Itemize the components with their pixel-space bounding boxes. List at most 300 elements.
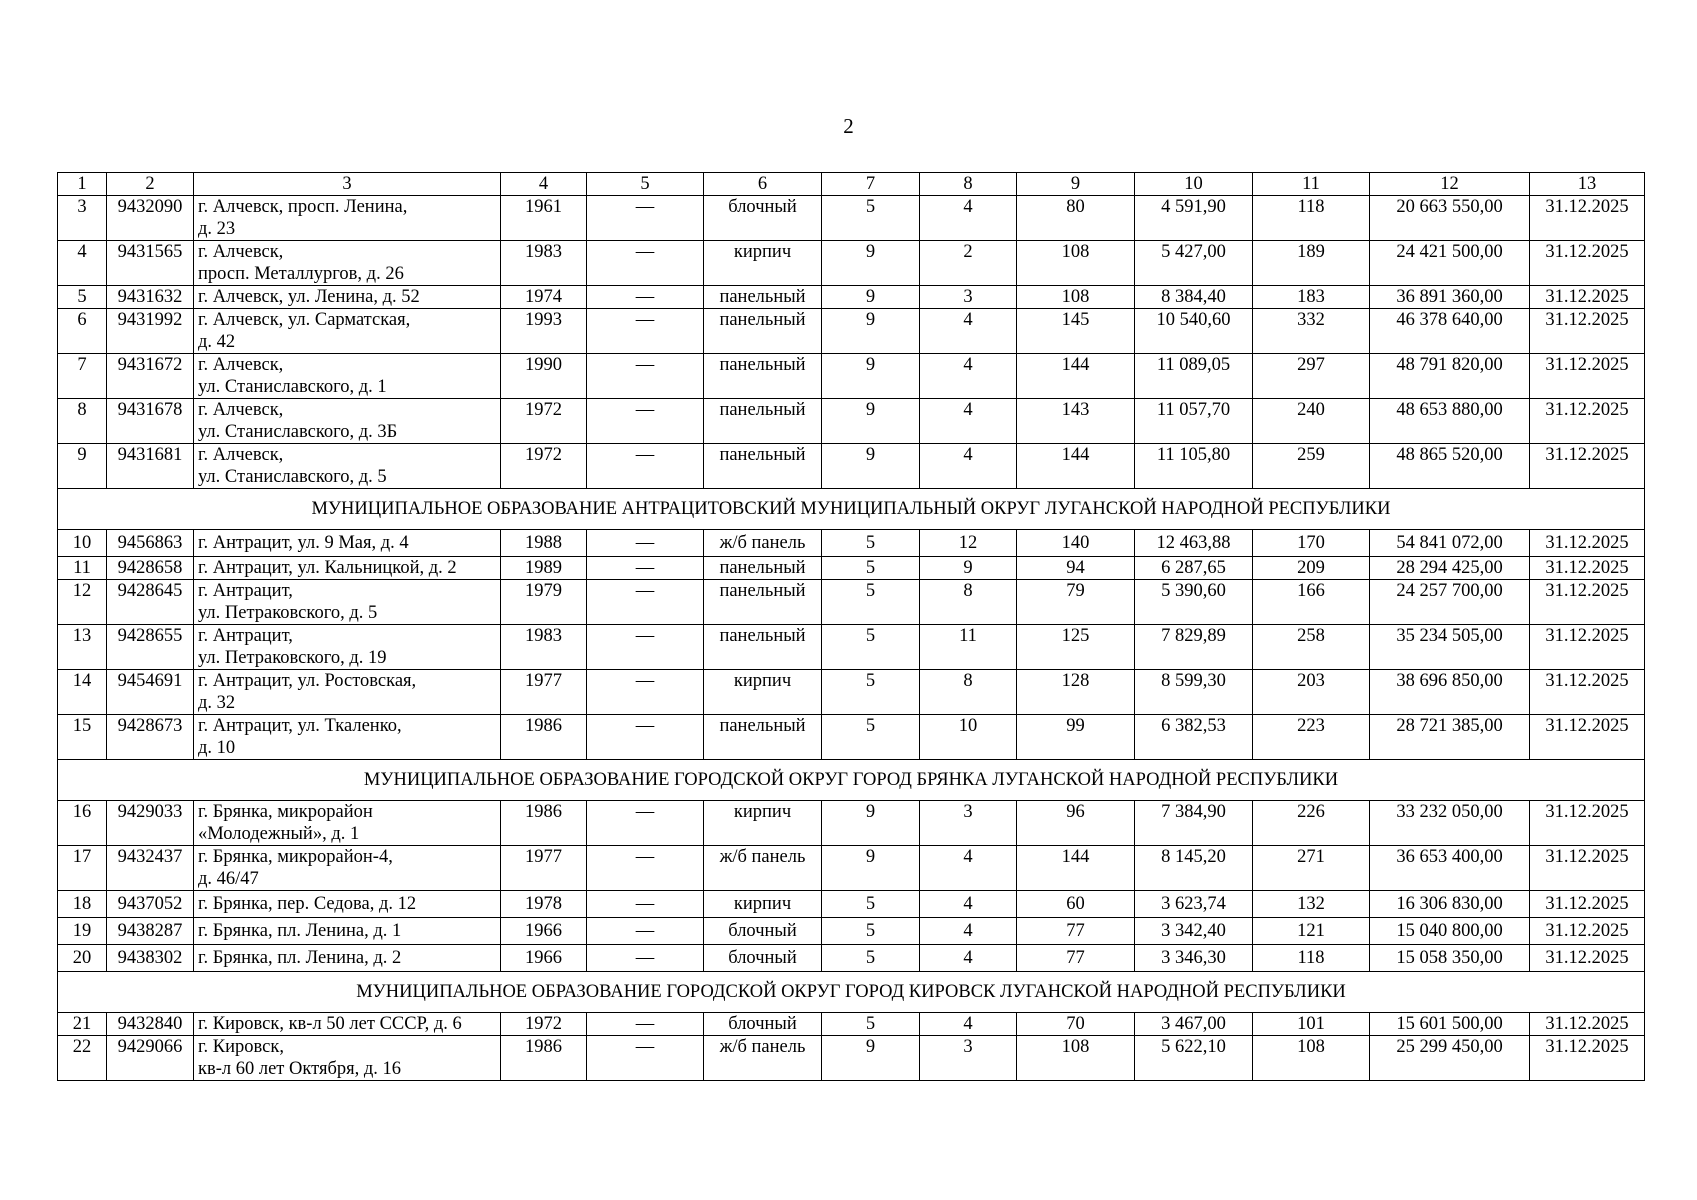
residents-cell: 240 <box>1253 399 1370 444</box>
entrances-cell: 4 <box>920 846 1017 891</box>
year-cell: 1990 <box>501 354 587 399</box>
table-row <box>58 196 1645 241</box>
column-5-cell: — <box>587 801 704 846</box>
column-5-cell: — <box>587 918 704 945</box>
wall-material-cell: кирпич <box>704 801 822 846</box>
column-number-cell: 5 <box>587 173 704 196</box>
building-id-cell: 9429066 <box>107 1036 194 1081</box>
area-cell: 3 346,30 <box>1135 945 1253 972</box>
address-line: д. 10 <box>198 738 236 758</box>
year-cell: 1983 <box>501 241 587 286</box>
table-row <box>58 1013 1645 1036</box>
year-cell: 1979 <box>501 580 587 625</box>
area-cell: 7 384,90 <box>1135 801 1253 846</box>
residents-cell: 170 <box>1253 530 1370 557</box>
cost-cell: 15 040 800,00 <box>1370 918 1530 945</box>
table-row <box>58 530 1645 557</box>
address-line: ул. Станиславского, д. 5 <box>198 467 387 487</box>
cost-cell: 48 791 820,00 <box>1370 354 1530 399</box>
cost-cell: 20 663 550,00 <box>1370 196 1530 241</box>
column-5-cell: — <box>587 309 704 354</box>
building-id-cell: 9432437 <box>107 846 194 891</box>
address-line: ул. Станиславского, д. 1 <box>198 377 387 397</box>
wall-material-cell: кирпич <box>704 891 822 918</box>
column-5-cell: — <box>587 891 704 918</box>
area-cell: 3 623,74 <box>1135 891 1253 918</box>
address-line: г. Брянка, микрорайон-4, <box>198 847 393 867</box>
address-cell <box>194 286 501 309</box>
building-id-cell: 9431992 <box>107 309 194 354</box>
address-line: просп. Металлургов, д. 26 <box>198 264 404 284</box>
wall-material-cell: кирпич <box>704 241 822 286</box>
row-number-cell: 6 <box>58 309 107 354</box>
area-cell: 8 384,40 <box>1135 286 1253 309</box>
cost-cell: 35 234 505,00 <box>1370 625 1530 670</box>
year-cell: 1993 <box>501 309 587 354</box>
area-cell: 7 829,89 <box>1135 625 1253 670</box>
table-row <box>58 286 1645 309</box>
date-cell: 31.12.2025 <box>1530 557 1645 580</box>
flats-cell: 96 <box>1017 801 1135 846</box>
year-cell: 1988 <box>501 530 587 557</box>
address-line: г. Антрацит, ул. Ткаленко, <box>198 716 402 736</box>
section-title: МУНИЦИПАЛЬНОЕ ОБРАЗОВАНИЕ ГОРОДСКОЙ ОКРУГ ГОРОД БРЯНКА ЛУГАНСКОЙ НАРОДНОЙ РЕСПУБЛИКИ <box>58 760 1645 801</box>
address-cell <box>194 670 501 715</box>
residents-cell: 118 <box>1253 945 1370 972</box>
date-cell: 31.12.2025 <box>1530 286 1645 309</box>
address-cell <box>194 580 501 625</box>
address-line: д. 42 <box>198 332 236 352</box>
table-row <box>58 557 1645 580</box>
housing-registry-table <box>57 172 1645 1081</box>
column-number-cell: 3 <box>194 173 501 196</box>
cost-cell: 28 294 425,00 <box>1370 557 1530 580</box>
date-cell: 31.12.2025 <box>1530 670 1645 715</box>
wall-material-cell: ж/б панель <box>704 846 822 891</box>
cost-cell: 36 891 360,00 <box>1370 286 1530 309</box>
row-number-cell: 16 <box>58 801 107 846</box>
residents-cell: 259 <box>1253 444 1370 489</box>
flats-cell: 145 <box>1017 309 1135 354</box>
wall-material-cell: блочный <box>704 918 822 945</box>
address-line: г. Брянка, пл. Ленина, д. 1 <box>198 921 402 941</box>
building-id-cell: 9432840 <box>107 1013 194 1036</box>
area-cell: 6 287,65 <box>1135 557 1253 580</box>
column-5-cell: — <box>587 354 704 399</box>
entrances-cell: 3 <box>920 286 1017 309</box>
floors-cell: 9 <box>822 241 920 286</box>
address-cell <box>194 444 501 489</box>
flats-cell: 79 <box>1017 580 1135 625</box>
row-number-cell: 5 <box>58 286 107 309</box>
table-row <box>58 580 1645 625</box>
floors-cell: 5 <box>822 1013 920 1036</box>
address-line: г. Антрацит, ул. Кальницкой, д. 2 <box>198 558 457 578</box>
address-line: г. Антрацит, ул. Ростовская, <box>198 671 417 691</box>
building-id-cell: 9454691 <box>107 670 194 715</box>
year-cell: 1966 <box>501 918 587 945</box>
cost-cell: 33 232 050,00 <box>1370 801 1530 846</box>
building-id-cell: 9431678 <box>107 399 194 444</box>
area-cell: 3 342,40 <box>1135 918 1253 945</box>
year-cell: 1986 <box>501 801 587 846</box>
floors-cell: 5 <box>822 557 920 580</box>
column-5-cell: — <box>587 715 704 760</box>
entrances-cell: 10 <box>920 715 1017 760</box>
address-line: ул. Станиславского, д. 3Б <box>198 422 398 442</box>
entrances-cell: 11 <box>920 625 1017 670</box>
address-line: г. Алчевск, <box>198 242 284 262</box>
row-number-cell: 3 <box>58 196 107 241</box>
building-id-cell: 9438302 <box>107 945 194 972</box>
column-number-cell: 9 <box>1017 173 1135 196</box>
column-5-cell: — <box>587 945 704 972</box>
table-row <box>58 670 1645 715</box>
address-cell <box>194 354 501 399</box>
floors-cell: 5 <box>822 918 920 945</box>
area-cell: 3 467,00 <box>1135 1013 1253 1036</box>
cost-cell: 15 601 500,00 <box>1370 1013 1530 1036</box>
address-cell <box>194 715 501 760</box>
residents-cell: 271 <box>1253 846 1370 891</box>
date-cell: 31.12.2025 <box>1530 354 1645 399</box>
year-cell: 1983 <box>501 625 587 670</box>
address-line: кв-л 60 лет Октября, д. 16 <box>198 1059 402 1079</box>
column-number-cell: 8 <box>920 173 1017 196</box>
column-number-cell: 1 <box>58 173 107 196</box>
row-number-cell: 10 <box>58 530 107 557</box>
building-id-cell: 9431681 <box>107 444 194 489</box>
address-cell <box>194 918 501 945</box>
entrances-cell: 3 <box>920 801 1017 846</box>
entrances-cell: 9 <box>920 557 1017 580</box>
table-row <box>58 444 1645 489</box>
row-number-cell: 14 <box>58 670 107 715</box>
cost-cell: 16 306 830,00 <box>1370 891 1530 918</box>
building-id-cell: 9429033 <box>107 801 194 846</box>
wall-material-cell: панельный <box>704 557 822 580</box>
column-5-cell: — <box>587 670 704 715</box>
column-number-cell: 2 <box>107 173 194 196</box>
floors-cell: 9 <box>822 801 920 846</box>
building-id-cell: 9432090 <box>107 196 194 241</box>
building-id-cell: 9428658 <box>107 557 194 580</box>
row-number-cell: 4 <box>58 241 107 286</box>
area-cell: 5 427,00 <box>1135 241 1253 286</box>
table-row <box>58 945 1645 972</box>
cost-cell: 46 378 640,00 <box>1370 309 1530 354</box>
year-cell: 1977 <box>501 670 587 715</box>
table-row <box>58 241 1645 286</box>
area-cell: 5 390,60 <box>1135 580 1253 625</box>
entrances-cell: 4 <box>920 891 1017 918</box>
address-line: г. Алчевск, <box>198 400 284 420</box>
floors-cell: 5 <box>822 196 920 241</box>
section-title: МУНИЦИПАЛЬНОЕ ОБРАЗОВАНИЕ ГОРОДСКОЙ ОКРУГ ГОРОД КИРОВСК ЛУГАНСКОЙ НАРОДНОЙ РЕСПУБЛИКИ <box>58 972 1645 1013</box>
cost-cell: 48 865 520,00 <box>1370 444 1530 489</box>
flats-cell: 143 <box>1017 399 1135 444</box>
building-id-cell: 9428655 <box>107 625 194 670</box>
date-cell: 31.12.2025 <box>1530 580 1645 625</box>
year-cell: 1972 <box>501 1013 587 1036</box>
year-cell: 1986 <box>501 715 587 760</box>
address-cell <box>194 945 501 972</box>
flats-cell: 99 <box>1017 715 1135 760</box>
row-number-cell: 12 <box>58 580 107 625</box>
wall-material-cell: панельный <box>704 444 822 489</box>
building-id-cell: 9438287 <box>107 918 194 945</box>
cost-cell: 15 058 350,00 <box>1370 945 1530 972</box>
address-line: г. Антрацит, ул. 9 Мая, д. 4 <box>198 533 409 553</box>
row-number-cell: 17 <box>58 846 107 891</box>
year-cell: 1961 <box>501 196 587 241</box>
date-cell: 31.12.2025 <box>1530 891 1645 918</box>
date-cell: 31.12.2025 <box>1530 715 1645 760</box>
address-line: д. 23 <box>198 219 236 239</box>
address-cell <box>194 1013 501 1036</box>
address-line: г. Антрацит, <box>198 581 293 601</box>
cost-cell: 38 696 850,00 <box>1370 670 1530 715</box>
column-5-cell: — <box>587 399 704 444</box>
flats-cell: 80 <box>1017 196 1135 241</box>
address-line: ул. Петраковского, д. 19 <box>198 648 387 668</box>
year-cell: 1974 <box>501 286 587 309</box>
date-cell: 31.12.2025 <box>1530 241 1645 286</box>
year-cell: 1977 <box>501 846 587 891</box>
flats-cell: 108 <box>1017 286 1135 309</box>
floors-cell: 5 <box>822 625 920 670</box>
address-line: г. Брянка, микрорайон <box>198 802 373 822</box>
cost-cell: 54 841 072,00 <box>1370 530 1530 557</box>
building-id-cell: 9428673 <box>107 715 194 760</box>
row-number-cell: 20 <box>58 945 107 972</box>
table-row <box>58 354 1645 399</box>
table-row <box>58 1036 1645 1081</box>
column-number-cell: 7 <box>822 173 920 196</box>
flats-cell: 125 <box>1017 625 1135 670</box>
wall-material-cell: кирпич <box>704 670 822 715</box>
wall-material-cell: панельный <box>704 715 822 760</box>
date-cell: 31.12.2025 <box>1530 625 1645 670</box>
address-line: г. Алчевск, ул. Сарматская, <box>198 310 411 330</box>
address-line: г. Алчевск, просп. Ленина, <box>198 197 408 217</box>
residents-cell: 101 <box>1253 1013 1370 1036</box>
column-5-cell: — <box>587 196 704 241</box>
flats-cell: 108 <box>1017 241 1135 286</box>
residents-cell: 189 <box>1253 241 1370 286</box>
address-line: г. Кировск, <box>198 1037 284 1057</box>
table-row <box>58 309 1645 354</box>
column-number-cell: 12 <box>1370 173 1530 196</box>
area-cell: 6 382,53 <box>1135 715 1253 760</box>
address-line: г. Антрацит, <box>198 626 293 646</box>
address-line: г. Брянка, пер. Седова, д. 12 <box>198 894 417 914</box>
floors-cell: 9 <box>822 1036 920 1081</box>
column-5-cell: — <box>587 444 704 489</box>
row-number-cell: 9 <box>58 444 107 489</box>
section-header-row <box>58 489 1645 530</box>
address-line: д. 32 <box>198 693 236 713</box>
building-id-cell: 9431565 <box>107 241 194 286</box>
wall-material-cell: блочный <box>704 1013 822 1036</box>
year-cell: 1972 <box>501 444 587 489</box>
address-line: «Молодежный», д. 1 <box>198 824 360 844</box>
row-number-cell: 13 <box>58 625 107 670</box>
entrances-cell: 8 <box>920 670 1017 715</box>
table-row <box>58 625 1645 670</box>
table-row <box>58 846 1645 891</box>
row-number-cell: 7 <box>58 354 107 399</box>
row-number-cell: 21 <box>58 1013 107 1036</box>
floors-cell: 9 <box>822 286 920 309</box>
date-cell: 31.12.2025 <box>1530 196 1645 241</box>
entrances-cell: 4 <box>920 309 1017 354</box>
column-5-cell: — <box>587 286 704 309</box>
column-number-cell: 4 <box>501 173 587 196</box>
floors-cell: 9 <box>822 444 920 489</box>
row-number-cell: 22 <box>58 1036 107 1081</box>
area-cell: 11 089,05 <box>1135 354 1253 399</box>
wall-material-cell: панельный <box>704 580 822 625</box>
address-line: д. 46/47 <box>198 869 259 889</box>
address-line: г. Алчевск, ул. Ленина, д. 52 <box>198 287 420 307</box>
table-row <box>58 918 1645 945</box>
wall-material-cell: панельный <box>704 625 822 670</box>
residents-cell: 209 <box>1253 557 1370 580</box>
column-number-row <box>58 173 1645 196</box>
cost-cell: 36 653 400,00 <box>1370 846 1530 891</box>
address-cell <box>194 309 501 354</box>
address-cell <box>194 846 501 891</box>
wall-material-cell: блочный <box>704 196 822 241</box>
floors-cell: 5 <box>822 715 920 760</box>
cost-cell: 28 721 385,00 <box>1370 715 1530 760</box>
area-cell: 5 622,10 <box>1135 1036 1253 1081</box>
residents-cell: 166 <box>1253 580 1370 625</box>
entrances-cell: 3 <box>920 1036 1017 1081</box>
row-number-cell: 8 <box>58 399 107 444</box>
row-number-cell: 18 <box>58 891 107 918</box>
date-cell: 31.12.2025 <box>1530 530 1645 557</box>
section-title: МУНИЦИПАЛЬНОЕ ОБРАЗОВАНИЕ АНТРАЦИТОВСКИЙ МУНИЦИПАЛЬНЫЙ ОКРУГ ЛУГАНСКОЙ НАРОДНОЙ РЕСПУБЛИКИ <box>58 489 1645 530</box>
address-cell <box>194 891 501 918</box>
flats-cell: 140 <box>1017 530 1135 557</box>
building-id-cell: 9431632 <box>107 286 194 309</box>
date-cell: 31.12.2025 <box>1530 1013 1645 1036</box>
date-cell: 31.12.2025 <box>1530 801 1645 846</box>
flats-cell: 128 <box>1017 670 1135 715</box>
table-row <box>58 891 1645 918</box>
floors-cell: 9 <box>822 399 920 444</box>
flats-cell: 94 <box>1017 557 1135 580</box>
column-5-cell: — <box>587 530 704 557</box>
column-5-cell: — <box>587 1036 704 1081</box>
floors-cell: 5 <box>822 580 920 625</box>
area-cell: 11 105,80 <box>1135 444 1253 489</box>
flats-cell: 144 <box>1017 444 1135 489</box>
cost-cell: 48 653 880,00 <box>1370 399 1530 444</box>
year-cell: 1966 <box>501 945 587 972</box>
residents-cell: 258 <box>1253 625 1370 670</box>
building-id-cell: 9431672 <box>107 354 194 399</box>
building-id-cell: 9456863 <box>107 530 194 557</box>
date-cell: 31.12.2025 <box>1530 309 1645 354</box>
address-line: г. Алчевск, <box>198 355 284 375</box>
wall-material-cell: ж/б панель <box>704 1036 822 1081</box>
address-cell <box>194 241 501 286</box>
wall-material-cell: панельный <box>704 354 822 399</box>
floors-cell: 9 <box>822 354 920 399</box>
address-cell <box>194 625 501 670</box>
wall-material-cell: блочный <box>704 945 822 972</box>
wall-material-cell: панельный <box>704 286 822 309</box>
column-5-cell: — <box>587 557 704 580</box>
flats-cell: 60 <box>1017 891 1135 918</box>
date-cell: 31.12.2025 <box>1530 918 1645 945</box>
entrances-cell: 8 <box>920 580 1017 625</box>
flats-cell: 144 <box>1017 354 1135 399</box>
column-number-cell: 6 <box>704 173 822 196</box>
date-cell: 31.12.2025 <box>1530 1036 1645 1081</box>
column-5-cell: — <box>587 846 704 891</box>
address-line: г. Брянка, пл. Ленина, д. 2 <box>198 948 402 968</box>
area-cell: 10 540,60 <box>1135 309 1253 354</box>
residents-cell: 332 <box>1253 309 1370 354</box>
flats-cell: 108 <box>1017 1036 1135 1081</box>
entrances-cell: 12 <box>920 530 1017 557</box>
row-number-cell: 11 <box>58 557 107 580</box>
floors-cell: 5 <box>822 945 920 972</box>
address-cell <box>194 1036 501 1081</box>
floors-cell: 9 <box>822 846 920 891</box>
year-cell: 1989 <box>501 557 587 580</box>
column-5-cell: — <box>587 625 704 670</box>
address-line: г. Алчевск, <box>198 445 284 465</box>
address-line: ул. Петраковского, д. 5 <box>198 603 378 623</box>
floors-cell: 5 <box>822 891 920 918</box>
flats-cell: 70 <box>1017 1013 1135 1036</box>
floors-cell: 5 <box>822 530 920 557</box>
address-cell <box>194 557 501 580</box>
entrances-cell: 4 <box>920 196 1017 241</box>
residents-cell: 118 <box>1253 196 1370 241</box>
column-number-cell: 10 <box>1135 173 1253 196</box>
address-cell <box>194 530 501 557</box>
entrances-cell: 4 <box>920 444 1017 489</box>
area-cell: 12 463,88 <box>1135 530 1253 557</box>
section-header-row <box>58 972 1645 1013</box>
address-line: г. Кировск, кв-л 50 лет СССР, д. 6 <box>198 1014 462 1034</box>
floors-cell: 9 <box>822 309 920 354</box>
cost-cell: 25 299 450,00 <box>1370 1036 1530 1081</box>
residents-cell: 121 <box>1253 918 1370 945</box>
entrances-cell: 4 <box>920 945 1017 972</box>
date-cell: 31.12.2025 <box>1530 399 1645 444</box>
date-cell: 31.12.2025 <box>1530 945 1645 972</box>
wall-material-cell: ж/б панель <box>704 530 822 557</box>
year-cell: 1986 <box>501 1036 587 1081</box>
area-cell: 4 591,90 <box>1135 196 1253 241</box>
entrances-cell: 4 <box>920 918 1017 945</box>
page-number: 2 <box>843 114 854 138</box>
table-row <box>58 715 1645 760</box>
area-cell: 11 057,70 <box>1135 399 1253 444</box>
residents-cell: 203 <box>1253 670 1370 715</box>
table-row <box>58 801 1645 846</box>
section-header-row <box>58 760 1645 801</box>
entrances-cell: 4 <box>920 399 1017 444</box>
column-5-cell: — <box>587 580 704 625</box>
